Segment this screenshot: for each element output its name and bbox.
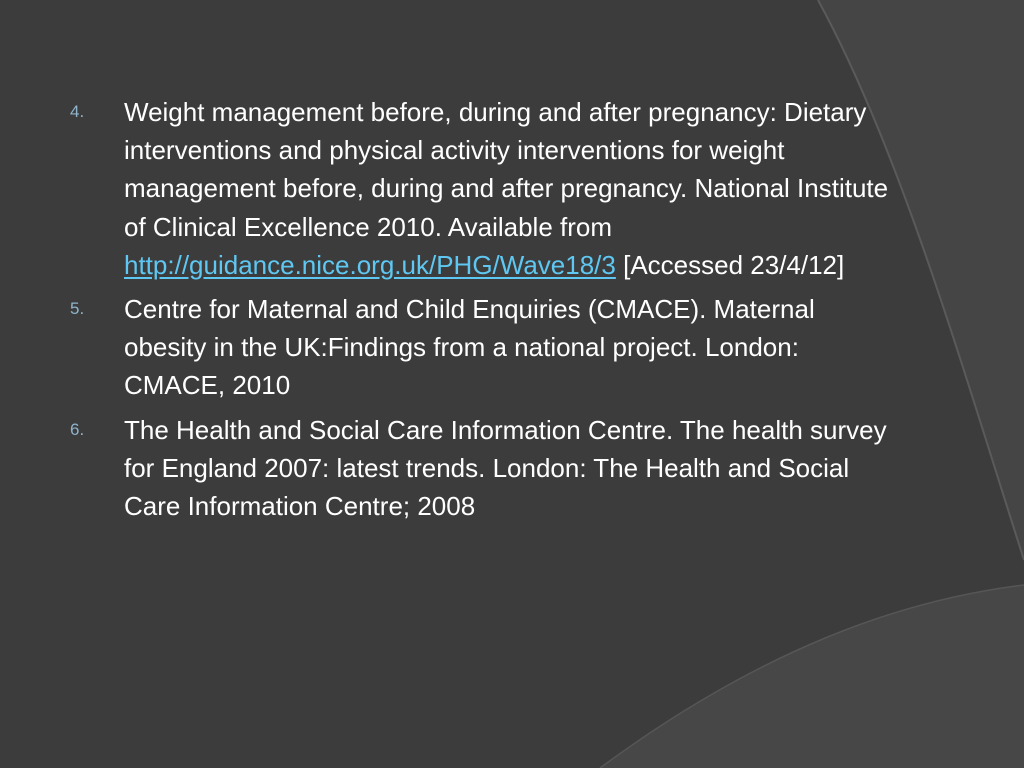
reference-number: 5. <box>70 299 85 319</box>
reference-item <box>70 93 890 284</box>
reference-text: Centre for Maternal and Child Enquiries (CMACE). Maternal obesity in the UK:Findings from a national project. London: CMACE, 2010 <box>124 294 815 401</box>
reference-item <box>70 290 890 405</box>
reference-link[interactable]: http://guidance.nice.org.uk/PHG/Wave18/3 <box>124 249 616 280</box>
reference-number: 6. <box>70 419 85 439</box>
reference-item <box>70 411 890 526</box>
reference-number: 4. <box>70 102 85 121</box>
reference-accessed-text: [Accessed 23/4/12] <box>615 249 845 280</box>
reference-list <box>70 93 890 531</box>
reference-text: Weight management before, during and after pregnancy: Dietary interventions and physical activity interventions for weight management before, during and after pregnancy. National Institute of Clinical Excellence 2010. Available from <box>124 97 889 242</box>
reference-text: The Health and Social Care Information Centre. The health survey for England 2007: latest trends. London: The Health and Social Care Information Centre; 2008 <box>124 414 887 522</box>
